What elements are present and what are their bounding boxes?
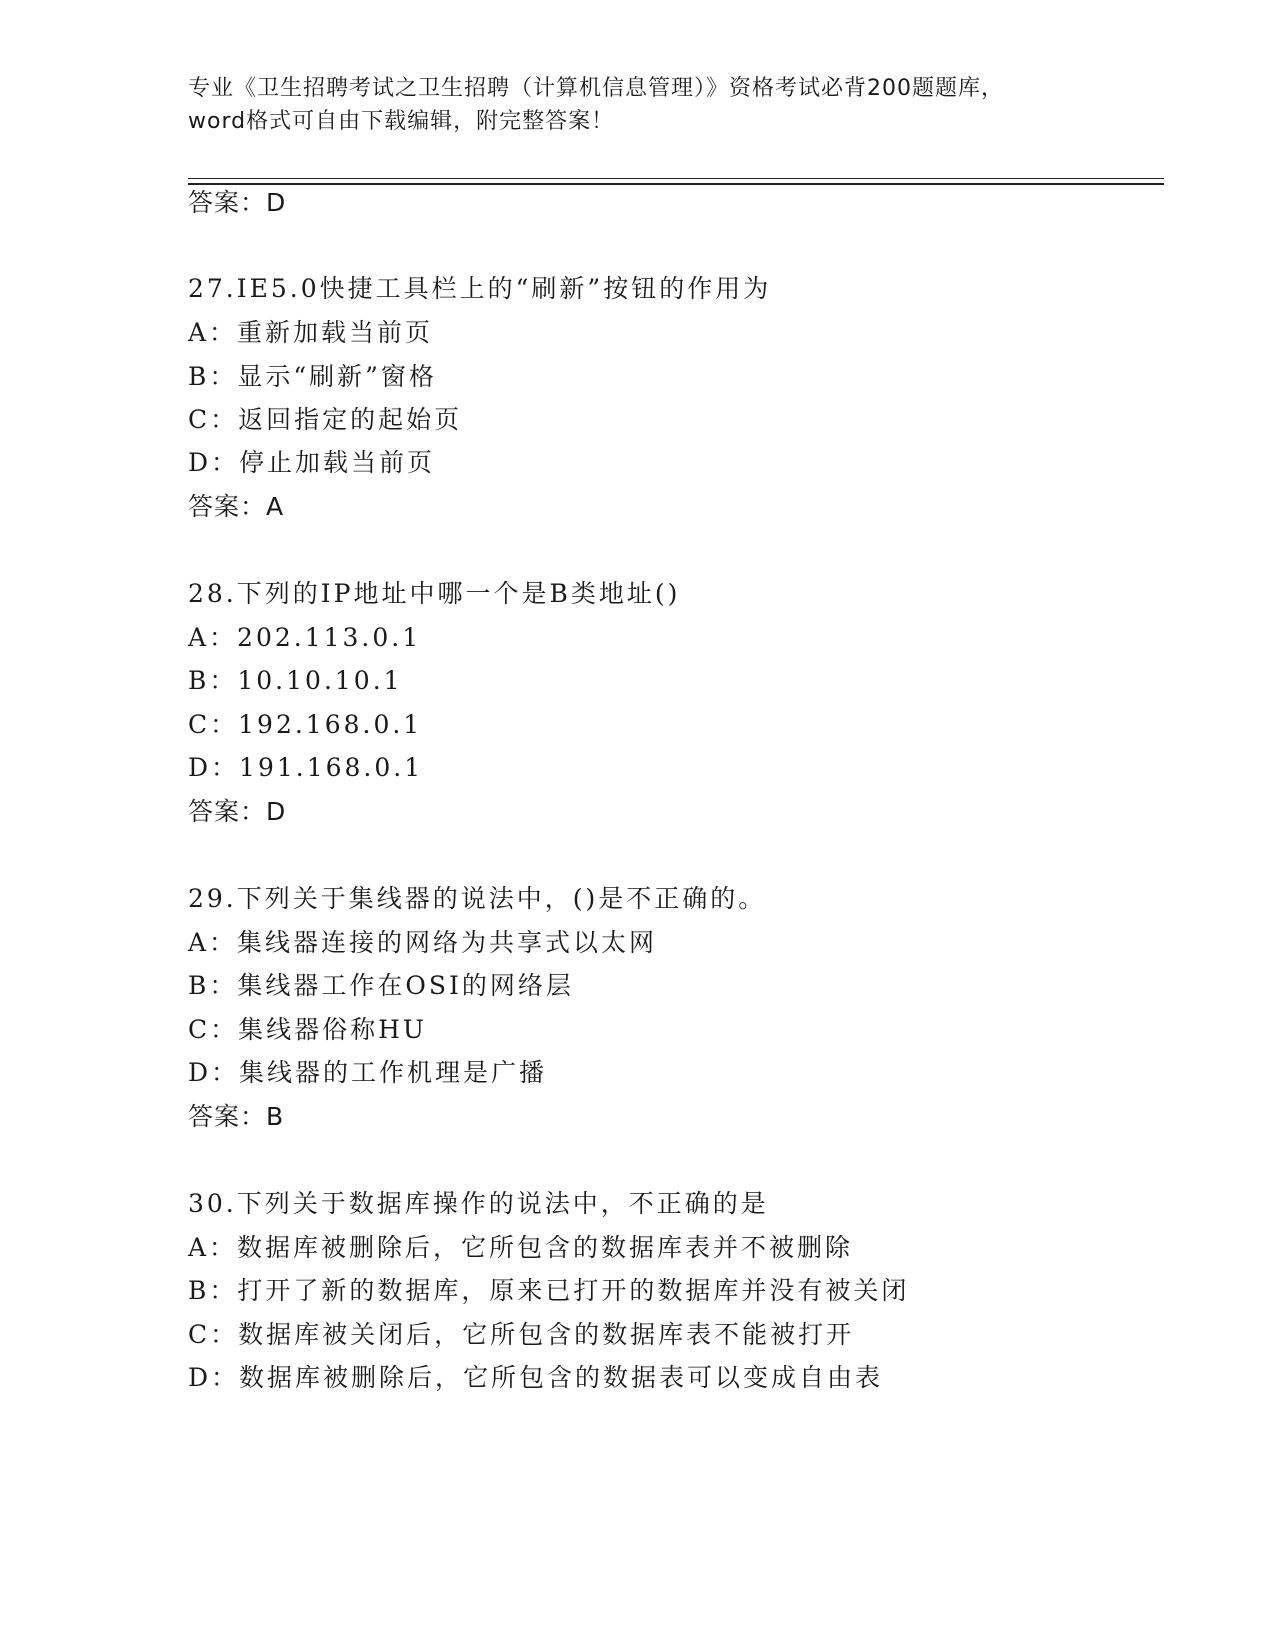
question-27-stem: 27.IE5.0快捷工具栏上的“刷新”按钮的作用为 <box>188 274 772 303</box>
question-30-option-b: B：打开了新的数据库，原来已打开的数据库并没有被关闭 <box>188 1276 910 1305</box>
question-29-stem: 29.下列关于集线器的说法中，()是不正确的。 <box>188 884 767 913</box>
question-29-option-a: A：集线器连接的网络为共享式以太网 <box>188 928 658 957</box>
question-29-option-d: D：集线器的工作机理是广播 <box>188 1058 548 1087</box>
question-27-option-d: D：停止加载当前页 <box>188 448 436 477</box>
header-line-2: word格式可自由下载编辑，附完整答案！ <box>188 109 615 134</box>
question-27-option-b: B：显示“刷新”窗格 <box>188 362 437 391</box>
question-28-option-b: B：10.10.10.1 <box>188 666 403 695</box>
question-27-option-c: C：返回指定的起始页 <box>188 405 463 434</box>
question-28-stem: 28.下列的IP地址中哪一个是B类地址() <box>188 579 681 608</box>
question-28-option-d: D：191.168.0.1 <box>188 753 424 782</box>
question-30-option-c: C：数据库被关闭后，它所包含的数据库表不能被打开 <box>188 1320 855 1349</box>
document-header <box>188 72 1108 138</box>
question-30-option-a: A：数据库被删除后，它所包含的数据库表并不被删除 <box>188 1233 854 1262</box>
question-27-option-a: A：重新加载当前页 <box>188 318 434 347</box>
header-rule-thick <box>188 183 1164 185</box>
question-28-option-a: A：202.113.0.1 <box>188 623 422 652</box>
question-28-answer: 答案：D <box>188 797 287 826</box>
header-rule-thin <box>188 178 1164 179</box>
question-30-stem: 30.下列关于数据库操作的说法中，不正确的是 <box>188 1189 769 1218</box>
question-29-option-b: B：集线器工作在OSI的网络层 <box>188 971 574 1000</box>
question-30-option-d: D：数据库被删除后，它所包含的数据表可以变成自由表 <box>188 1363 884 1392</box>
question-28-option-c: C：192.168.0.1 <box>188 710 423 739</box>
header-line-1: 专业《卫生招聘考试之卫生招聘（计算机信息管理）》资格考试必背200题题库， <box>188 76 1004 101</box>
question-29-option-c: C：集线器俗称HU <box>188 1015 428 1044</box>
question-29-answer: 答案：B <box>188 1102 285 1131</box>
question-27-answer: 答案：A <box>188 492 285 521</box>
previous-answer: 答案：D <box>188 188 287 217</box>
